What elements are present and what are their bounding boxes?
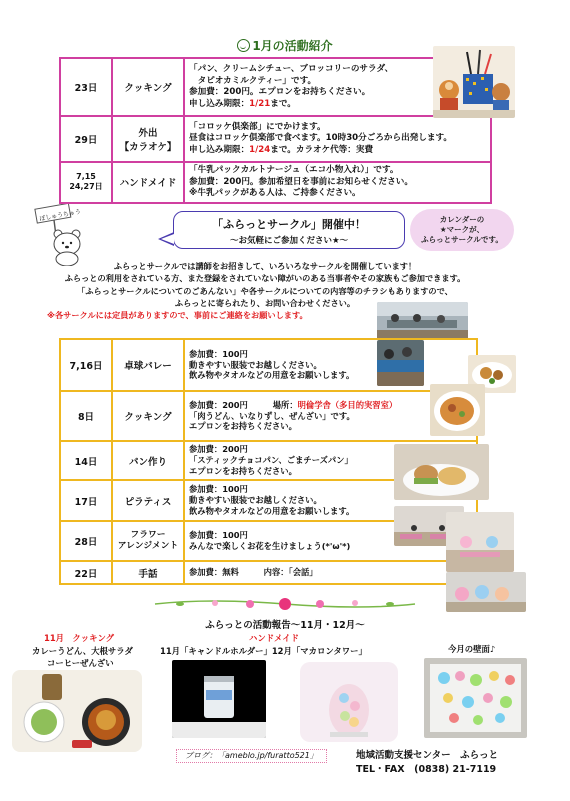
cooking-report-photo [12, 670, 142, 752]
row-day: 28日 [60, 521, 112, 561]
cloud-line: ふらっとサークルです。 [421, 235, 503, 244]
row-day: 7,16日 [60, 339, 112, 391]
tel-label: TEL・FAX [356, 764, 405, 775]
table-volleyball-photo [377, 340, 424, 386]
page-title-text: 1月の活動紹介 [252, 39, 333, 53]
dish-photo-2 [430, 384, 485, 436]
row-category: ハンドメイド [112, 162, 184, 203]
row-day: 23日 [60, 58, 112, 116]
organization-name: 地域活動支援センター ふらっと [356, 750, 499, 761]
cooking-report-label: 11月 クッキング [44, 633, 115, 643]
row-description: 参加費：100円 みんなで楽しくお花を生けましょう(*'ω'*) [184, 521, 477, 561]
row-day: 7,15 24,27日 [60, 162, 112, 203]
row-description: 参加費：200円 場所：明倫学舎（多目的実習室） 「肉うどん、いなりずし、ぜんざい」です。 エプロンをお持ちください。 [184, 391, 477, 441]
macaron-tower-photo [300, 662, 398, 742]
flower-class-photo [446, 512, 514, 572]
cloud-line: ★マークが、 [439, 225, 485, 234]
wall-decoration-photo [424, 658, 527, 738]
row-description: 参加費：100円 動きやすい服装でお越しください。 飲み物やタオルなどの用意をお願いします。 [184, 339, 477, 391]
blog-url-box [176, 749, 327, 763]
row-description: 「牛乳パックカルトナージュ（エコ小物入れ）」です。 参加費：200円。参加希望日を事前にお知らせください。 ※牛乳パックがある人は、ご持参ください。 [184, 162, 491, 203]
bubble-subtitle: ～お気軽にご参加ください★～ [229, 236, 349, 246]
cloud-line: カレンダーの [439, 215, 485, 224]
row-description: 参加費：無料 内容：「会話」 [184, 561, 477, 584]
row-category: 外出 【カラオケ】 [112, 116, 184, 162]
row-description: 「コロッケ倶楽部」にでかけます。 昼食はコロッケ倶楽部で食べます。10時30分ごろから出発します。 申し込み期限：1/24まで。カラオケ代等：実費 [184, 116, 491, 162]
report-title: ふらっとの活動報告～11月・12月～ [205, 620, 365, 631]
bear-sign-illustration [34, 204, 94, 266]
wall-report-label: 今月の壁面♪ [448, 644, 496, 654]
table-row [60, 58, 491, 116]
tel-number: (0838) 21-7119 [414, 764, 497, 775]
flower-garland-divider [150, 596, 420, 612]
intro-line: ふらっとに寄られたり、お問い合わせください。 [174, 297, 356, 308]
row-category: 手話 [112, 561, 184, 584]
candle-holder-photo [172, 660, 266, 738]
calendar-note-cloud [410, 209, 514, 251]
row-category: ピラティス [112, 480, 184, 521]
group-photo [446, 572, 526, 612]
row-category: クッキング [112, 391, 184, 441]
row-day: 22日 [60, 561, 112, 584]
row-category: クッキング [112, 58, 184, 116]
row-day: 29日 [60, 116, 112, 162]
intro-line: ふらっとの利用をされている方、また登録をされていない障がいのある当事者やその家族もご参加できます。 [64, 273, 466, 284]
blog-url: ブログ：「ameblo.jp/furatto521」 [185, 751, 318, 760]
row-description: 「パン、クリームシチュー、ブロッコリーのサラダ、 タピオカミルクティー」です。 参加費：200円。エプロンをお持ちください。 申し込み期限：1/21まで。 [184, 58, 491, 116]
table-row [60, 162, 491, 203]
smile-icon [237, 39, 250, 52]
cooking-menu-line: カレーうどん、大根サラダ [32, 646, 133, 656]
table-row [60, 561, 477, 584]
intro-line: ふらっとサークルでは講師をお招きして、いろいろなサークルを開催しています！ [113, 261, 417, 271]
circle-announcement-bubble [173, 211, 405, 249]
intro-warning: ※各サークルには定員がありますので、事前にご連絡をお願いします。 [47, 310, 308, 321]
row-category: フラワー アレンジメント [112, 521, 184, 561]
bubble-title: 「ふらっとサークル」開催中！ [212, 218, 366, 231]
bread-photo [394, 444, 489, 500]
table-row [60, 391, 477, 441]
sign-text: ぼしゅうちゅう [38, 208, 82, 223]
pen-holder-photo [433, 46, 515, 118]
row-category: 卓球バレー [112, 339, 184, 391]
january-activities-table [59, 57, 492, 204]
meeting-room-photo [377, 302, 468, 340]
intro-line: 「ふらっとサークルについてのごあんない」や各サークルについての内容等のチラシもありますので、 [77, 285, 453, 296]
row-day: 8日 [60, 391, 112, 441]
row-day: 17日 [60, 480, 112, 521]
row-description: 参加費：200円 「スティックチョコパン、ごまチーズパン」 エプロンをお持ちください。 [184, 441, 477, 480]
table-row [60, 116, 491, 162]
bubble-tail-fill [161, 234, 174, 244]
handmade-report-label: ハンドメイド [249, 633, 299, 643]
contact-line [356, 761, 496, 775]
row-day: 14日 [60, 441, 112, 480]
row-category: パン作り [112, 441, 184, 480]
cooking-menu-line: コーヒーぜんざい [47, 658, 114, 668]
row-description: 参加費：100円 動きやすい服装でお越しください。 飲み物やタオルなどの用意をお願いします。 [184, 480, 477, 521]
handmade-items: 11月「キャンドルホルダー」12月「マカロンタワー」 [160, 646, 367, 656]
